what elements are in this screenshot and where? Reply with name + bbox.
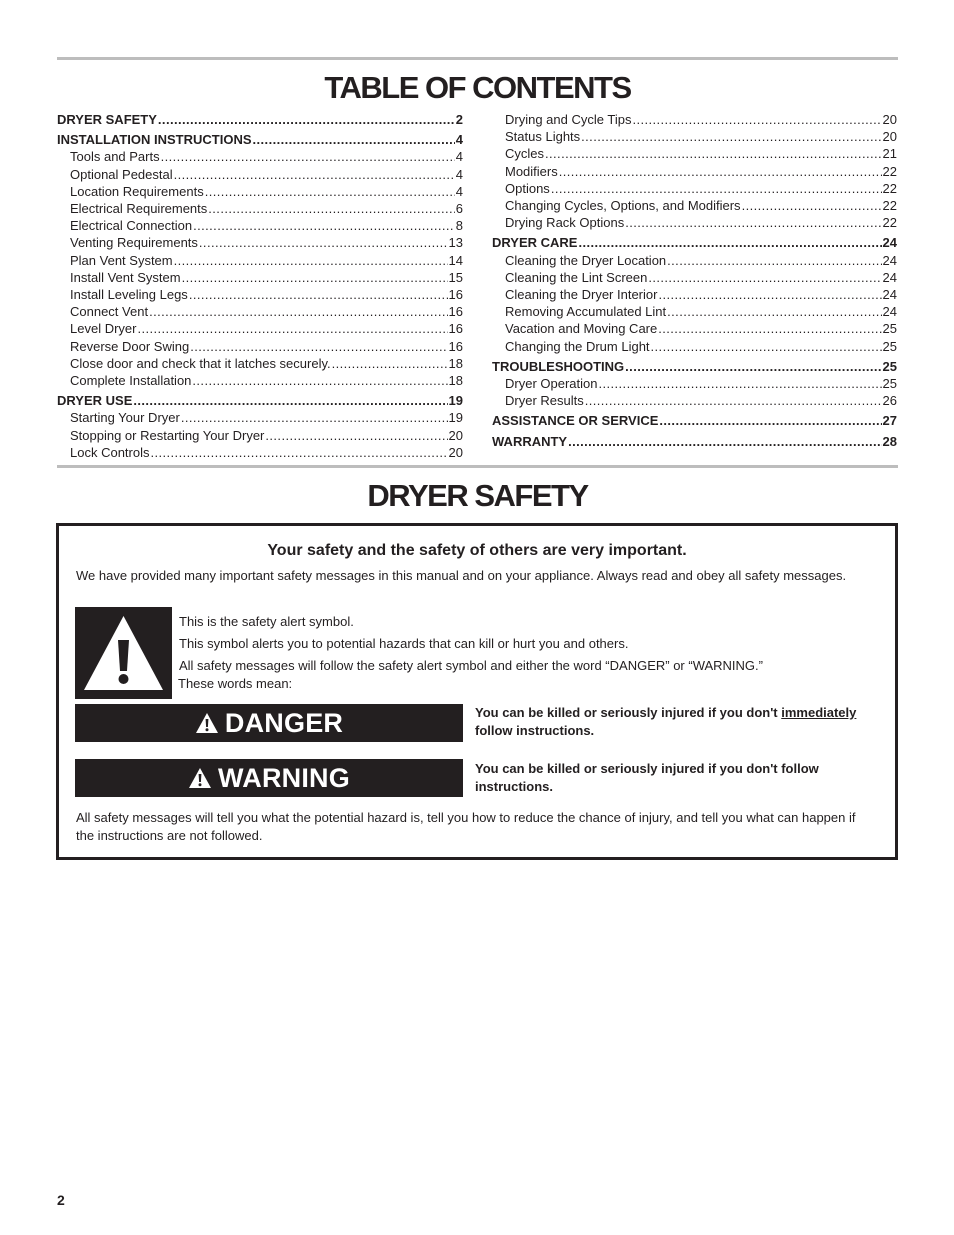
page-number: 2 bbox=[57, 1192, 65, 1208]
toc-entry[interactable] bbox=[57, 183, 463, 200]
toc-title: TABLE OF CONTENTS bbox=[324, 70, 631, 105]
toc-entry-title: ASSISTANCE OR SERVICE bbox=[492, 413, 659, 429]
safety-footer: All safety messages will tell you what the potential hazard is, tell you how to reduce the chance of injury, and tell you what can happen if the instructions are not followed. bbox=[76, 810, 856, 843]
toc-entry[interactable] bbox=[57, 338, 463, 355]
toc-entry-title: Install Leveling Legs bbox=[70, 287, 188, 303]
warning-triangle-icon bbox=[195, 712, 219, 734]
toc-entry-title: DRYER SAFETY bbox=[57, 112, 157, 127]
toc-entry-title: Tools and Parts bbox=[70, 149, 160, 165]
toc-leader-dots bbox=[189, 286, 448, 303]
toc-entry[interactable] bbox=[492, 433, 897, 450]
toc-leader-dots bbox=[667, 252, 881, 269]
middle-rule bbox=[57, 465, 898, 468]
toc-entry[interactable] bbox=[57, 252, 463, 269]
alert-line: This symbol alerts you to potential hazards that can kill or hurt you and others. bbox=[179, 636, 629, 651]
toc-entry-page: 15 bbox=[448, 269, 463, 285]
toc-entry-page: 2 bbox=[455, 112, 463, 127]
toc-entry[interactable] bbox=[57, 372, 463, 389]
safety-alert-triangle-icon bbox=[75, 607, 172, 699]
toc-leader-dots bbox=[192, 372, 447, 389]
warning-signal bbox=[75, 759, 463, 797]
toc-entry[interactable] bbox=[57, 131, 463, 148]
toc-entry-title: Plan Vent System bbox=[70, 252, 173, 268]
toc-leader-dots bbox=[742, 197, 882, 214]
toc-entry-page: 16 bbox=[448, 321, 463, 337]
toc-leader-dots bbox=[150, 444, 447, 461]
toc-leader-dots bbox=[190, 338, 447, 355]
toc-right-column bbox=[492, 111, 897, 450]
toc-leader-dots bbox=[625, 214, 881, 231]
toc-entry[interactable] bbox=[57, 166, 463, 183]
toc-entry-page: 18 bbox=[448, 355, 463, 371]
danger-text bbox=[475, 704, 895, 740]
toc-leader-dots bbox=[658, 286, 881, 303]
toc-entry-page: 21 bbox=[882, 146, 897, 162]
toc-entry-page: 24 bbox=[882, 269, 897, 285]
toc-entry-page: 20 bbox=[882, 112, 897, 127]
toc-entry-title: Lock Controls bbox=[70, 444, 150, 460]
toc-entry-title: Options bbox=[505, 180, 550, 196]
toc-leader-dots bbox=[659, 412, 881, 429]
toc-entry-title: Stopping or Restarting Your Dryer bbox=[70, 427, 265, 443]
toc-leader-dots bbox=[205, 183, 455, 200]
toc-entry-page: 20 bbox=[882, 129, 897, 145]
toc-entry-page: 22 bbox=[882, 215, 897, 231]
toc-entry[interactable] bbox=[492, 197, 897, 214]
toc-entry-page: 20 bbox=[448, 444, 463, 460]
toc-entry[interactable] bbox=[57, 234, 463, 251]
toc-entry-title: Changing the Drum Light bbox=[505, 338, 650, 354]
danger-text-part: follow instructions. bbox=[475, 723, 595, 738]
toc-entry-page: 24 bbox=[882, 287, 897, 303]
toc-entry[interactable] bbox=[57, 355, 463, 372]
toc-entry-title: INSTALLATION INSTRUCTIONS bbox=[57, 132, 252, 148]
toc-leader-dots bbox=[133, 392, 447, 409]
toc-leader-dots bbox=[332, 355, 448, 372]
toc-entry-page: 25 bbox=[882, 338, 897, 354]
warning-label: WARNING bbox=[218, 762, 350, 793]
toc-leader-dots bbox=[193, 217, 455, 234]
toc-entry-title: Connect Vent bbox=[70, 304, 149, 320]
safety-box bbox=[56, 523, 898, 860]
toc-entry[interactable] bbox=[57, 286, 463, 303]
toc-entry[interactable] bbox=[492, 128, 897, 145]
toc-entry-title: Dryer Operation bbox=[505, 376, 598, 392]
toc-leader-dots bbox=[208, 200, 454, 217]
toc-entry[interactable] bbox=[492, 338, 897, 355]
toc-leader-dots bbox=[199, 234, 448, 251]
toc-entry[interactable] bbox=[492, 358, 897, 375]
toc-entry[interactable] bbox=[492, 320, 897, 337]
toc-entry[interactable] bbox=[57, 409, 463, 426]
toc-leader-dots bbox=[667, 303, 881, 320]
toc-entry-page: 24 bbox=[882, 235, 897, 251]
toc-entry[interactable] bbox=[57, 200, 463, 217]
toc-leader-dots bbox=[598, 375, 881, 392]
toc-leader-dots bbox=[174, 252, 448, 269]
toc-entry-page: 4 bbox=[455, 132, 463, 148]
toc-entry-title: Cleaning the Dryer Interior bbox=[505, 287, 658, 303]
toc-leader-dots bbox=[585, 392, 882, 409]
toc-leader-dots bbox=[161, 148, 455, 165]
toc-entry-title: Removing Accumulated Lint bbox=[505, 304, 667, 320]
toc-leader-dots bbox=[158, 111, 455, 128]
toc-entry-page: 19 bbox=[448, 393, 463, 409]
warning-triangle-icon bbox=[188, 767, 212, 789]
toc-entry-title: Electrical Requirements bbox=[70, 201, 208, 217]
toc-entry[interactable] bbox=[492, 303, 897, 320]
toc-entry[interactable] bbox=[492, 412, 897, 429]
toc-entry-title: Changing Cycles, Options, and Modifiers bbox=[505, 198, 741, 214]
toc-entry-title: Dryer Results bbox=[505, 393, 584, 409]
toc-leader-dots bbox=[137, 320, 447, 337]
warning-text-part: You can be killed or seriously injured if you don't follow bbox=[475, 761, 819, 776]
toc-entry[interactable] bbox=[492, 180, 897, 197]
toc-entry-page: 19 bbox=[448, 410, 463, 426]
toc-entry-page: 22 bbox=[882, 180, 897, 196]
toc-leader-dots bbox=[551, 180, 882, 197]
toc-entry-title: Vacation and Moving Care bbox=[505, 321, 658, 337]
toc-entry-page: 25 bbox=[882, 358, 897, 374]
toc-leader-dots bbox=[568, 433, 881, 450]
toc-entry-page: 24 bbox=[882, 252, 897, 268]
toc-entry-page: 25 bbox=[882, 376, 897, 392]
toc-leader-dots bbox=[253, 131, 455, 148]
toc-left-column bbox=[57, 111, 463, 461]
alert-line: These words mean: bbox=[178, 676, 293, 691]
dryer-safety-title: DRYER SAFETY bbox=[367, 478, 588, 513]
alert-line: All safety messages will follow the safety alert symbol and either the word “DANGER” or “WARNING.” bbox=[179, 658, 763, 673]
toc-entry-page: 4 bbox=[455, 166, 463, 182]
toc-entry-page: 6 bbox=[455, 201, 463, 217]
safety-heading: Your safety and the safety of others are very important. bbox=[267, 542, 687, 559]
toc-entry-page: 24 bbox=[882, 304, 897, 320]
toc-entry[interactable] bbox=[492, 375, 897, 392]
toc-entry-title: Level Dryer bbox=[70, 321, 137, 337]
toc-leader-dots bbox=[648, 269, 881, 286]
toc-entry-title: Optional Pedestal bbox=[70, 166, 173, 182]
toc-entry-title: Venting Requirements bbox=[70, 235, 198, 251]
toc-leader-dots bbox=[149, 303, 447, 320]
toc-entry-page: 4 bbox=[455, 149, 463, 165]
toc-entry[interactable] bbox=[57, 303, 463, 320]
toc-entry[interactable] bbox=[57, 217, 463, 234]
safety-intro: We have provided many important safety messages in this manual and on your appliance. Always read and obey all safety messages. bbox=[76, 568, 847, 583]
toc-entry[interactable] bbox=[492, 163, 897, 180]
toc-entry-title: WARRANTY bbox=[492, 433, 568, 449]
warning-text bbox=[475, 760, 895, 796]
toc-entry-title: Starting Your Dryer bbox=[70, 410, 180, 426]
toc-entry-page: 26 bbox=[882, 393, 897, 409]
toc-entry-title: Complete Installation bbox=[70, 373, 192, 389]
danger-label: DANGER bbox=[224, 707, 344, 738]
toc-entry[interactable] bbox=[492, 145, 897, 162]
toc-entry-page: 18 bbox=[448, 373, 463, 389]
toc-leader-dots bbox=[174, 166, 455, 183]
toc-entry[interactable] bbox=[57, 269, 463, 286]
toc-entry-page: 20 bbox=[448, 427, 463, 443]
toc-entry-title: Drying and Cycle Tips bbox=[505, 112, 632, 127]
toc-entry[interactable] bbox=[57, 148, 463, 165]
toc-entry-page: 16 bbox=[448, 304, 463, 320]
toc-entry-title: Modifiers bbox=[505, 163, 558, 179]
toc-leader-dots bbox=[181, 409, 448, 426]
toc-entry[interactable] bbox=[492, 234, 897, 251]
toc-entry[interactable] bbox=[492, 214, 897, 231]
toc-entry[interactable] bbox=[492, 269, 897, 286]
alert-line: This is the safety alert symbol. bbox=[179, 614, 354, 629]
toc-entry-title: Install Vent System bbox=[70, 269, 181, 285]
toc-leader-dots bbox=[658, 320, 881, 337]
toc-leader-dots bbox=[182, 269, 448, 286]
toc-leader-dots bbox=[581, 128, 881, 145]
toc-entry-page: 22 bbox=[882, 198, 897, 214]
toc-leader-dots bbox=[632, 111, 881, 128]
toc-entry[interactable] bbox=[492, 111, 897, 128]
danger-text-part: You can be killed or seriously injured if you don't bbox=[475, 705, 782, 720]
toc-entry[interactable] bbox=[57, 444, 463, 461]
toc-entry[interactable] bbox=[57, 392, 463, 409]
toc-entry-title: TROUBLESHOOTING bbox=[492, 358, 625, 374]
toc-entry-page: 27 bbox=[882, 413, 897, 429]
toc-entry-title: Cleaning the Lint Screen bbox=[505, 269, 648, 285]
danger-text-underlined: immediately bbox=[781, 705, 857, 720]
top-rule bbox=[57, 57, 898, 60]
warning-text-part: instructions. bbox=[475, 779, 554, 794]
toc-entry-page: 4 bbox=[455, 183, 463, 199]
toc-entry-title: Cycles bbox=[505, 146, 545, 162]
toc-leader-dots bbox=[651, 338, 882, 355]
toc-entry-page: 22 bbox=[882, 163, 897, 179]
toc-entry[interactable] bbox=[57, 320, 463, 337]
toc-entry-title: Close door and check that it latches securely. bbox=[70, 355, 331, 371]
toc-leader-dots bbox=[559, 163, 882, 180]
toc-entry-page: 16 bbox=[448, 338, 463, 354]
toc-entry-title: Status Lights bbox=[505, 129, 581, 145]
toc-entry[interactable] bbox=[57, 111, 463, 128]
toc-entry-page: 16 bbox=[448, 287, 463, 303]
toc-entry-page: 13 bbox=[448, 235, 463, 251]
toc-entry-page: 8 bbox=[455, 218, 463, 234]
toc-entry[interactable] bbox=[492, 252, 897, 269]
toc-entry[interactable] bbox=[492, 392, 897, 409]
toc-entry[interactable] bbox=[492, 286, 897, 303]
danger-signal bbox=[75, 704, 463, 742]
toc-entry[interactable] bbox=[57, 427, 463, 444]
toc-entry-title: DRYER CARE bbox=[492, 235, 578, 251]
toc-entry-title: Electrical Connection bbox=[70, 218, 193, 234]
toc-entry-page: 28 bbox=[882, 433, 897, 449]
toc-entry-title: Cleaning the Dryer Location bbox=[505, 252, 667, 268]
toc-leader-dots bbox=[625, 358, 881, 375]
toc-entry-page: 25 bbox=[882, 321, 897, 337]
toc-leader-dots bbox=[545, 145, 882, 162]
toc-entry-title: Drying Rack Options bbox=[505, 215, 625, 231]
toc-entry-title: Reverse Door Swing bbox=[70, 338, 190, 354]
toc-entry-title: Location Requirements bbox=[70, 183, 204, 199]
toc-entry-title: DRYER USE bbox=[57, 393, 133, 409]
toc-entry-page: 14 bbox=[448, 252, 463, 268]
toc-leader-dots bbox=[578, 234, 881, 251]
toc-leader-dots bbox=[265, 427, 447, 444]
